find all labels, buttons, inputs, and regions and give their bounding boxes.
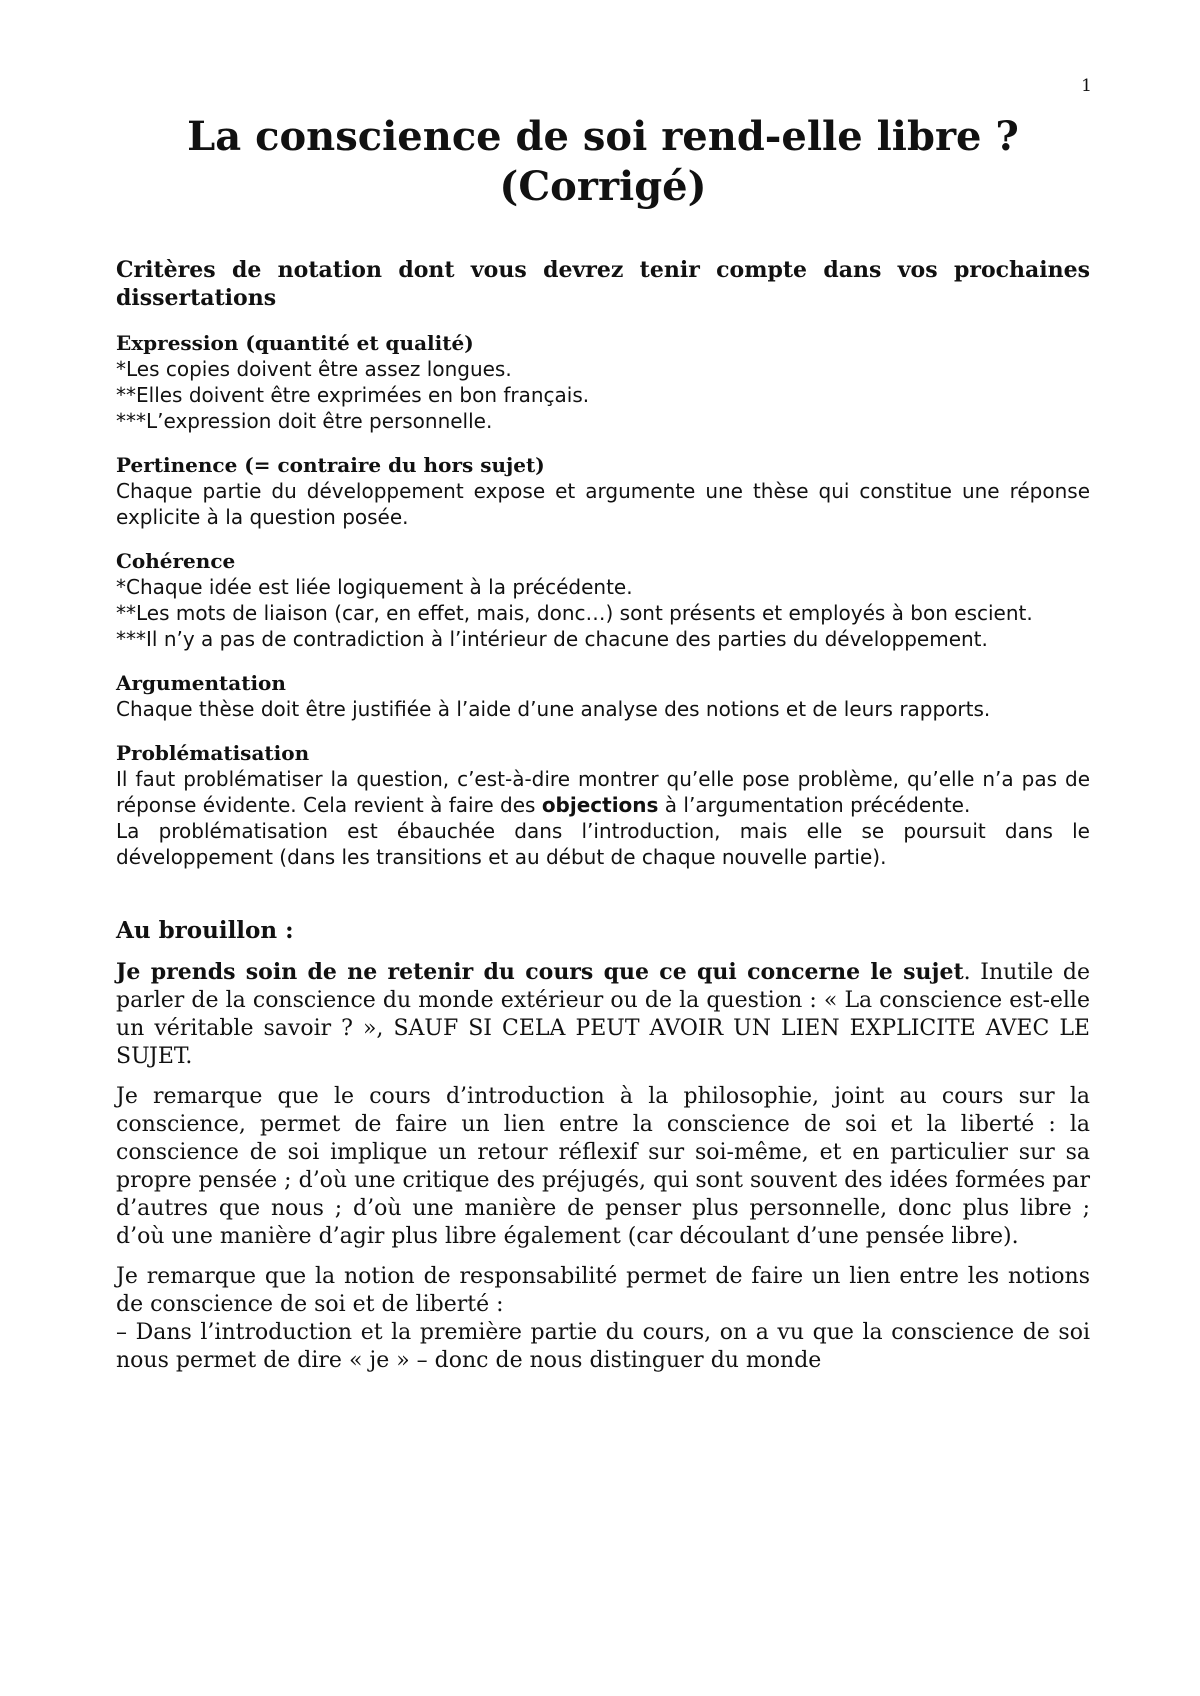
criterion-title: Expression (quantité et qualité) — [116, 331, 474, 355]
criterion-title: Problématisation — [116, 741, 310, 765]
criterion-line: **Les mots de liaison (car, en effet, mais, donc…) sont présents et employés à bon escient. — [116, 601, 1033, 625]
page-number: 1 — [1081, 76, 1092, 96]
title-line-2: (Corrigé) — [499, 163, 707, 210]
criterion-line: ***Il n’y a pas de contradiction à l’intérieur de chacune des parties du développement. — [116, 627, 988, 651]
criterion-coherence — [116, 548, 1090, 652]
criterion-expression — [116, 330, 1090, 434]
text-run: à l’argumentation précédente. — [658, 793, 971, 817]
criterion-line: Chaque partie du développement expose et argumente une thèse qui constitue une réponse explicite à la question posée. — [116, 479, 1090, 529]
criterion-title: Argumentation — [116, 671, 286, 695]
draft-paragraph: – Dans l’introduction et la première partie du cours, on a vu que la conscience de soi nous permet de dire « je » – donc de nous distinguer du monde — [116, 1320, 1090, 1373]
criterion-line: *Les copies doivent être assez longues. — [116, 357, 512, 381]
criterion-line: *Chaque idée est liée logiquement à la précédente. — [116, 575, 633, 599]
document-page — [116, 112, 1090, 1387]
draft-heading: Au brouillon : — [116, 917, 294, 944]
document-title — [116, 112, 1090, 212]
draft-paragraph: Je remarque que le cours d’introduction à la philosophie, joint au cours sur la conscience, permet de faire un lien entre la conscience de soi et la liberté : la conscience de soi implique un retour réflexif sur soi-même, et en particulier sur sa propre pensée ; d’où une critique des préjugés, qui sont souvent des idées formées par d’autres que nous ; d’où une manière de penser plus personnelle, donc plus libre ; d’où une manière d’agir plus libre également (car découlant d’une pensée libre). — [116, 1084, 1090, 1249]
draft-lead: Je prends soin de ne retenir du cours que ce qui concerne le sujet — [116, 959, 964, 985]
criterion-line: Chaque thèse doit être justifiée à l’aide d’une analyse des notions et de leurs rapports. — [116, 697, 991, 721]
criterion-pertinence — [116, 452, 1090, 530]
criteria-heading: Critères de notation dont vous devrez tenir compte dans vos prochaines dissertations — [116, 257, 1090, 311]
criterion-line: La problématisation est ébauchée dans l’introduction, mais elle se poursuit dans le développement (dans les transitions et au début de chaque nouvelle partie). — [116, 819, 1090, 869]
title-line-1: La conscience de soi rend-elle libre ? — [187, 113, 1019, 160]
text-run: Il faut problématiser la question, c’est-à-dire montrer qu’elle pose problème, qu’elle n’a pas de réponse évidente. Cela revient à faire des — [116, 767, 1090, 817]
draft-paragraph: Je remarque que la notion de responsabilité permet de faire un lien entre les notions de conscience de soi et de liberté : — [116, 1264, 1090, 1317]
draft-paragraph — [116, 958, 1090, 1071]
criterion-line — [116, 766, 1090, 818]
criterion-line: ***L’expression doit être personnelle. — [116, 409, 493, 433]
text-run: . Inutile de parler de la conscience du monde extérieur ou de la question : « La conscience est-elle un véritable savoir ? », SAUF SI CELA PEUT AVOIR UN LIEN EXPLICITE AVEC LE SUJET. — [116, 960, 1090, 1069]
criterion-title: Pertinence (= contraire du hors sujet) — [116, 453, 545, 477]
criterion-problematisation — [116, 740, 1090, 870]
emphasis-objections: objections — [541, 793, 659, 817]
criterion-line: **Elles doivent être exprimées en bon français. — [116, 383, 590, 407]
criterion-argumentation — [116, 670, 1090, 722]
criterion-title: Cohérence — [116, 549, 236, 573]
